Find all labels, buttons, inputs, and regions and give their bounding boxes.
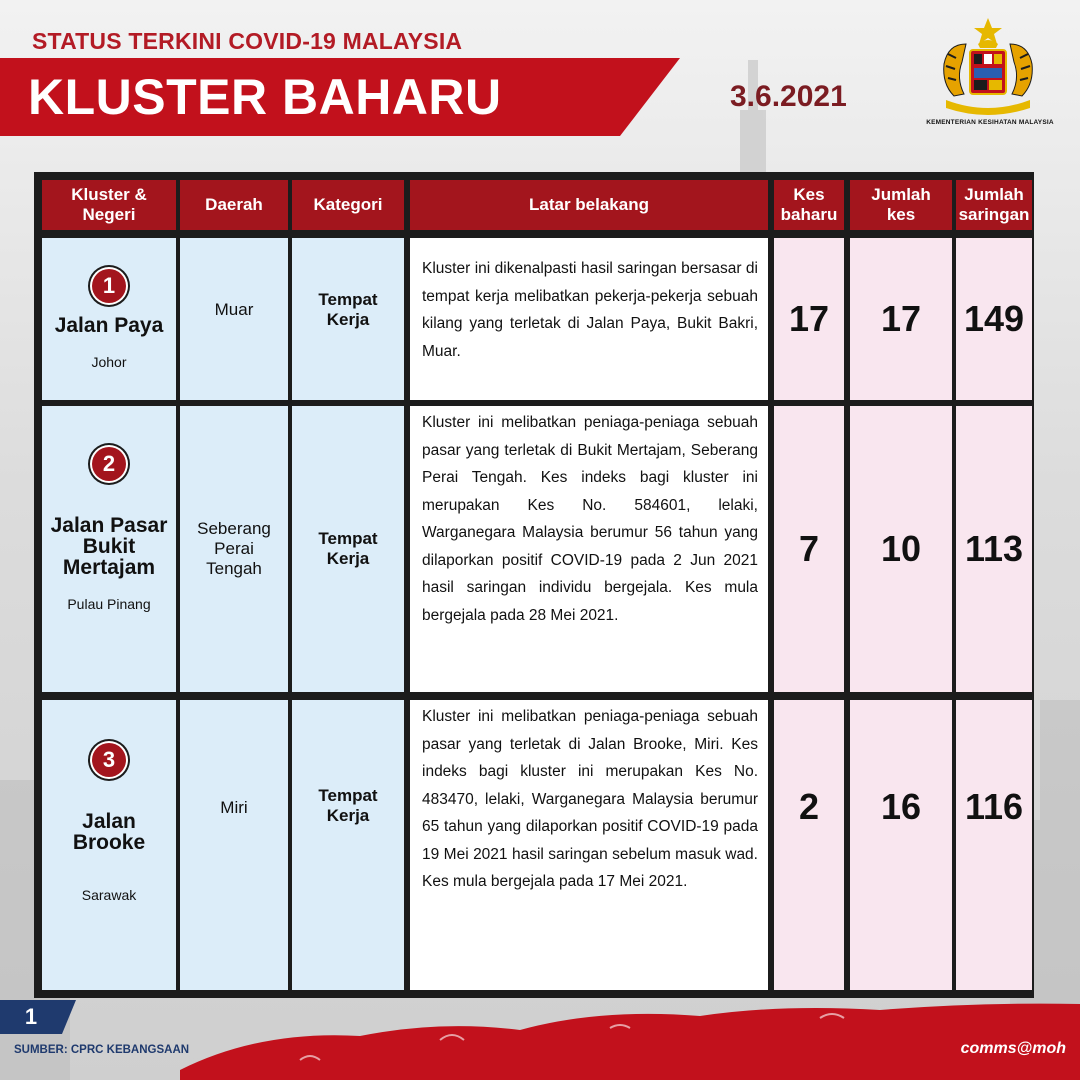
cluster-name: Jalan Pasar Bukit Mertajam xyxy=(50,513,168,579)
table-row-3-category: Tempat Kerja xyxy=(292,700,404,990)
table-row-3-cluster xyxy=(42,700,176,990)
table-row-2-category: Tempat Kerja xyxy=(292,406,404,692)
state-name: Pulau Pinang xyxy=(67,595,151,612)
header-subtitle: STATUS TERKINI COVID-19 MALAYSIA xyxy=(32,28,463,54)
table-row-3-total-cases: 16 xyxy=(850,700,952,990)
table-row-2-total-cases: 10 xyxy=(850,406,952,692)
table-row-3-district: Miri xyxy=(180,700,288,990)
table-row-3-background: Kluster ini melibatkan peniaga-peniaga sebuah pasar yang terletak di Jalan Brooke, Miri. Kes indeks bagi kluster ini merupakan Kes No. 483470, lelaki, Warganegara Malaysia berumur 65 tahun yang dilaporkan positif COVID-19 pada 19 Mei 2021 hasil saringan sebelum masuk wad. Kes mula bergejala pada 17 Mei 2021. xyxy=(410,700,768,990)
page-title: KLUSTER BAHARU xyxy=(28,69,502,125)
source-credit: SUMBER: CPRC KEBANGSAAN xyxy=(14,1044,190,1056)
ministry-name: KEMENTERIAN KESIHATAN MALAYSIA xyxy=(926,119,1054,126)
column-header-background: Latar belakang xyxy=(410,180,768,230)
column-header-district: Daerah xyxy=(180,180,288,230)
table-row-1-background: Kluster ini dikenalpasti hasil saringan bersasar di tempat kerja melibatkan pekerja-pekerja sebuah kilang yang terletak di Jalan Paya, Bukit Bakri, Muar. xyxy=(410,238,768,400)
state-name: Johor xyxy=(91,353,127,370)
clusters-table xyxy=(34,172,1034,998)
brand-handle: comms@moh xyxy=(960,1040,1066,1057)
table-row-2-cluster xyxy=(42,406,176,692)
cluster-name: Jalan Brooke xyxy=(72,810,146,854)
table-row-2-district: Seberang Perai Tengah xyxy=(180,406,288,692)
coat-of-arms-icon xyxy=(926,14,1050,118)
table-row-1-total-cases: 17 xyxy=(850,238,952,400)
table-row-1-new-cases: 17 xyxy=(774,238,844,400)
column-header-cluster: Kluster & Negeri xyxy=(42,180,176,230)
table-row-2-total-screened: 113 xyxy=(956,406,1032,692)
cluster-number-badge: 1 xyxy=(92,269,126,303)
page-number: 1 xyxy=(0,1000,62,1034)
table-row-2-new-cases: 7 xyxy=(774,406,844,692)
column-header-total-screened: Jumlah saringan xyxy=(956,180,1032,230)
table-row-1-cluster xyxy=(42,238,176,400)
column-header-total-cases: Jumlah kes xyxy=(850,180,952,230)
cluster-number-badge: 3 xyxy=(92,743,126,777)
table-row-1-total-screened: 149 xyxy=(956,238,1032,400)
cluster-name: Jalan Paya xyxy=(54,313,164,337)
report-date: 3.6.2021 xyxy=(730,80,847,113)
table-row-1-category: Tempat Kerja xyxy=(292,238,404,400)
column-header-new-cases: Kes baharu xyxy=(774,180,844,230)
table-row-1-district: Muar xyxy=(180,238,288,400)
column-header-category: Kategori xyxy=(292,180,404,230)
footer-red-wave xyxy=(180,1000,1080,1080)
state-name: Sarawak xyxy=(81,887,137,903)
cluster-number-badge: 2 xyxy=(92,447,126,481)
table-row-2-background: Kluster ini melibatkan peniaga-peniaga sebuah pasar yang terletak di Bukit Mertajam, Seberang Perai Tengah. Kes indeks bagi kluster ini merupakan Kes No. 584601, lelaki, Warganegara Malaysia berumur 56 tahun yang dilaporkan positif COVID-19 pada 2 Jun 2021 hasil saringan individu bergejala. Kes mula bergejala pada 28 Mei 2021. xyxy=(410,406,768,692)
table-row-3-new-cases: 2 xyxy=(774,700,844,990)
table-row-3-total-screened: 116 xyxy=(956,700,1032,990)
